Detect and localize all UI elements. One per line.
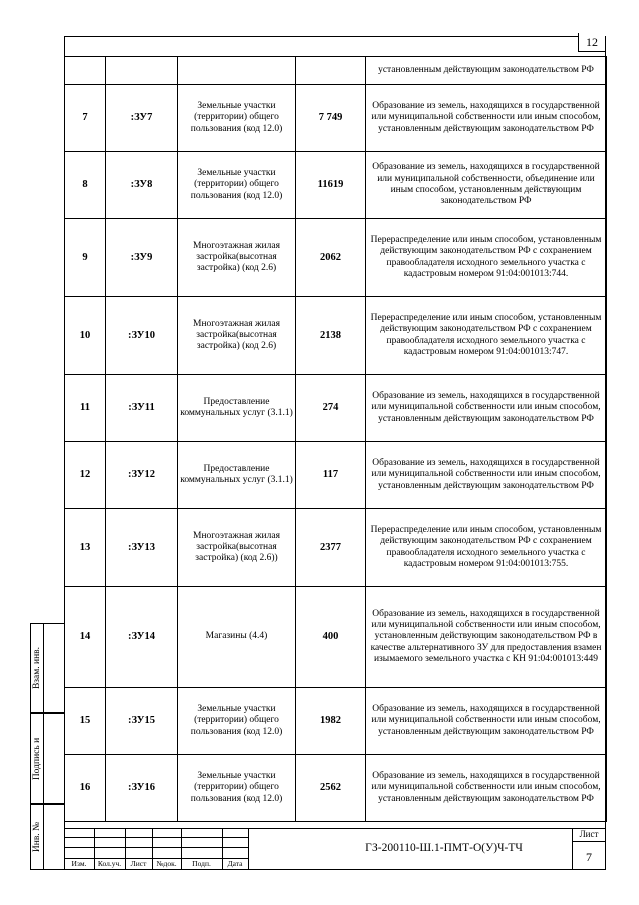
side-label-podpis: Подпись и <box>32 737 42 780</box>
plot-code: :ЗУ11 <box>106 375 178 442</box>
plot-code: :ЗУ8 <box>106 152 178 219</box>
title-block <box>64 828 606 870</box>
page-number: 12 <box>578 33 605 52</box>
side-label-inv: Инв. № <box>32 821 42 853</box>
plot-area: 2377 <box>296 509 366 587</box>
plot-area: 2138 <box>296 297 366 375</box>
sheet-number: 7 <box>586 850 592 864</box>
plot-area: 2062 <box>296 219 366 297</box>
row-number: 7 <box>65 85 106 152</box>
formation-method: Перераспределение или иным способом, установленным действующим законодательством РФ с сохранением правообладателя исходного земельного участка с кадастровым номером 91:04:001013:747. <box>366 297 607 375</box>
plot-code: :ЗУ7 <box>106 85 178 152</box>
table-row <box>65 219 607 297</box>
plot-code <box>106 57 178 85</box>
permitted-use: Земельные участки (территории) общего пользования (код 12.0) <box>178 688 296 755</box>
table-row <box>65 688 607 755</box>
formation-method: Образование из земель, находящихся в государственной или муниципальной собственности или иным способом, установленным действующим законодательством РФ <box>366 688 607 755</box>
stamp-label-podp: Подп. <box>192 859 211 868</box>
permitted-use: Земельные участки (территории) общего пользования (код 12.0) <box>178 755 296 822</box>
table-row <box>65 85 607 152</box>
permitted-use <box>178 57 296 85</box>
formation-method: Образование из земель, находящихся в государственной или муниципальной собственности или иным способом, установленным действующим законодательством РФ <box>366 442 607 509</box>
plot-area: 1982 <box>296 688 366 755</box>
row-number: 16 <box>65 755 106 822</box>
formation-method: Перераспределение или иным способом, установленным действующим законодательством РФ с сохранением правообладателя исходного земельного участка с кадастровым номером 91:04:001013:744. <box>366 219 607 297</box>
formation-method: Образование из земель, находящихся в государственной или муниципальной собственности или иным способом, установленным действующим законодательством РФ <box>366 755 607 822</box>
plot-area: 274 <box>296 375 366 442</box>
stamp-label-data: Дата <box>227 859 243 868</box>
plot-area: 7 749 <box>296 85 366 152</box>
land-plots-table <box>64 56 607 822</box>
table-row <box>65 375 607 442</box>
stamp-label-ndok: №док. <box>156 859 177 868</box>
row-number: 9 <box>65 219 106 297</box>
formation-method: Образование из земель, находящихся в государственной или муниципальной собственности или иным способом, установленным действующим законодательством РФ в качестве альтернативного ЗУ для предоставления взамен изымаемого земельного участка с КН 91:04:001013:449 <box>366 587 607 688</box>
permitted-use: Магазины (4.4) <box>178 587 296 688</box>
table-row <box>65 152 607 219</box>
table-row <box>65 509 607 587</box>
table-row <box>65 587 607 688</box>
plot-code: :ЗУ9 <box>106 219 178 297</box>
side-cell-podpis <box>30 713 44 804</box>
row-number: 8 <box>65 152 106 219</box>
row-number: 12 <box>65 442 106 509</box>
permitted-use: Предоставление коммунальных услуг (3.1.1) <box>178 442 296 509</box>
side-cell-vzam <box>30 623 44 713</box>
formation-method: Перераспределение или иным способом, установленным действующим законодательством РФ с сохранением правообладателя исходного земельного участка с кадастровым номером 91:04:001013:755. <box>366 509 607 587</box>
permitted-use: Многоэтажная жилая застройка(высотная застройка) (код 2.6) <box>178 219 296 297</box>
plot-code: :ЗУ12 <box>106 442 178 509</box>
plot-code: :ЗУ15 <box>106 688 178 755</box>
table-row <box>65 442 607 509</box>
formation-method: Образование из земель, находящихся в государственной или муниципальной собственности, объединение или иным способом, установленным действующим законодательством РФ <box>366 152 607 219</box>
sheet-label: Лист <box>579 829 599 839</box>
plot-code: :ЗУ16 <box>106 755 178 822</box>
table-row <box>65 297 607 375</box>
formation-method: установленным действующим законодательством РФ <box>366 57 607 85</box>
row-number: 11 <box>65 375 106 442</box>
formation-method: Образование из земель, находящихся в государственной или муниципальной собственности или иным способом, установленным действующим законодательством РФ <box>366 375 607 442</box>
stamp-label-izm: Изм. <box>71 859 87 868</box>
plot-code: :ЗУ13 <box>106 509 178 587</box>
row-number: 15 <box>65 688 106 755</box>
table-row <box>65 755 607 822</box>
row-number: 10 <box>65 297 106 375</box>
permitted-use: Земельные участки (территории) общего пользования (код 12.0) <box>178 85 296 152</box>
plot-code: :ЗУ14 <box>106 587 178 688</box>
permitted-use: Предоставление коммунальных услуг (3.1.1) <box>178 375 296 442</box>
plot-area: 117 <box>296 442 366 509</box>
plot-area: 400 <box>296 587 366 688</box>
formation-method: Образование из земель, находящихся в государственной или муниципальной собственности или иным способом, установленным действующим законодательством РФ <box>366 85 607 152</box>
permitted-use: Многоэтажная жилая застройка(высотная застройка) (код 2.6)) <box>178 509 296 587</box>
document-code: ГЗ-200110-Ш.1-ПМТ-О(У)Ч-ТЧ <box>365 842 523 854</box>
stamp-label-list: Лист <box>130 859 147 868</box>
permitted-use: Многоэтажная жилая застройка(высотная застройка) (код 2.6) <box>178 297 296 375</box>
side-stamp <box>30 623 64 870</box>
plot-area: 2562 <box>296 755 366 822</box>
side-label-vzam: Взам. инв. <box>32 646 42 690</box>
stamp-label-kol-uch: Кол.уч. <box>97 859 122 868</box>
row-number: 13 <box>65 509 106 587</box>
plot-area: 11619 <box>296 152 366 219</box>
row-number <box>65 57 106 85</box>
table-row <box>65 57 607 85</box>
side-cell-inv <box>30 804 44 870</box>
row-number: 14 <box>65 587 106 688</box>
plot-code: :ЗУ10 <box>106 297 178 375</box>
plot-area <box>296 57 366 85</box>
permitted-use: Земельные участки (территории) общего пользования (код 12.0) <box>178 152 296 219</box>
